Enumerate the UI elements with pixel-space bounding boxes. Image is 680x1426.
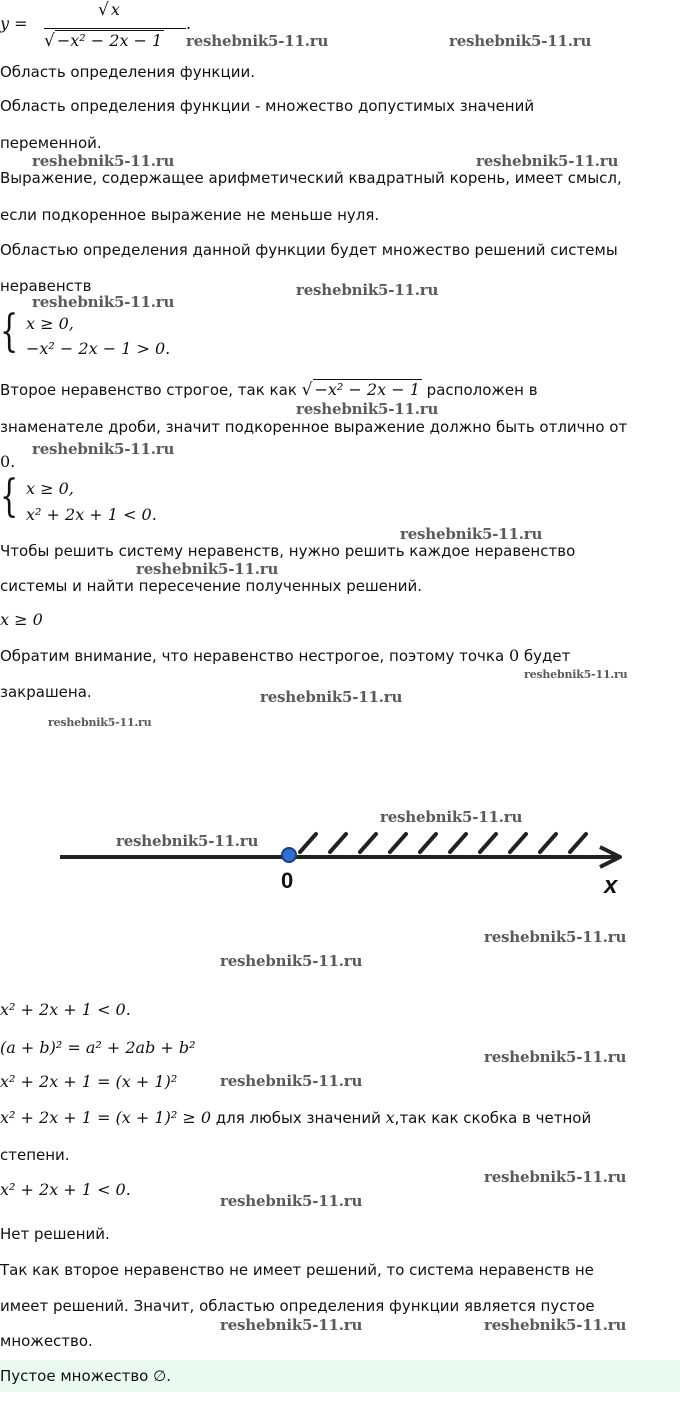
watermark: reshebnik5-11.ru — [32, 440, 175, 458]
system2-line2: x² + 2x + 1 < 0. — [26, 505, 157, 524]
paragraph: Чтобы решить систему неравенств, нужно решить каждое неравенство — [0, 542, 576, 560]
watermark: reshebnik5-11.ru — [220, 1192, 363, 1210]
p5-text-post: расположен в — [426, 381, 538, 399]
answer-text: Пустое множество ∅. — [0, 1367, 171, 1385]
watermark: reshebnik5-11.ru — [32, 152, 175, 170]
paragraph: если подкоренное выражение не меньше нуля. — [0, 206, 380, 224]
p5-root: −x² − 2x − 1 — [314, 380, 420, 399]
m4-var: x — [385, 1108, 395, 1127]
paragraph: 0. — [0, 452, 16, 471]
math-line: x² + 2x + 1 = (x + 1)² — [0, 1072, 178, 1091]
watermark: reshebnik5-11.ru — [48, 716, 152, 729]
number-line — [0, 790, 680, 910]
system2-line1: x ≥ 0, — [26, 479, 74, 498]
fraction-bar — [44, 28, 186, 29]
watermark: reshebnik5-11.ru — [260, 688, 403, 706]
answer-box — [0, 1360, 680, 1392]
closed-point — [282, 848, 296, 862]
p5-text-pre: Второе неравенство строгое, так как — [0, 381, 297, 399]
formula-numerator: √ x — [98, 0, 120, 20]
paragraph: закрашена. — [0, 683, 92, 701]
watermark: reshebnik5-11.ru — [524, 668, 628, 681]
math-line: (a + b)² = a² + 2ab + b² — [0, 1038, 196, 1057]
watermark: reshebnik5-11.ru — [380, 808, 523, 826]
watermark: reshebnik5-11.ru — [476, 152, 619, 170]
paragraph: множество. — [0, 1332, 93, 1350]
paragraph: Область определения функции - множество допустимых значений — [0, 97, 535, 115]
paragraph: степени. — [0, 1146, 70, 1164]
watermark: reshebnik5-11.ru — [296, 400, 439, 418]
formula-denominator: √ −x² − 2x − 1 — [44, 31, 163, 51]
number-line-axis-label: x — [604, 872, 618, 899]
m4-math: x² + 2x + 1 = (x + 1)² ≥ 0 — [0, 1108, 211, 1127]
watermark: reshebnik5-11.ru — [116, 832, 259, 850]
watermark: reshebnik5-11.ru — [484, 1316, 627, 1334]
paragraph: Областью определения данной функции будет множество решений системы — [0, 241, 618, 259]
paragraph: неравенств — [0, 277, 92, 295]
system1-line2: −x² − 2x − 1 > 0. — [26, 339, 171, 358]
formula-lhs: y = — [0, 14, 28, 33]
paragraph — [0, 646, 570, 666]
paragraph: системы и найти пересечение полученных решений. — [0, 577, 422, 595]
p8-text-pre: Обратим внимание, что неравенство нестрогое, поэтому точка — [0, 647, 505, 665]
watermark: reshebnik5-11.ru — [484, 1048, 627, 1066]
m4-text2: ,так как скобка в четной — [394, 1109, 592, 1127]
watermark: reshebnik5-11.ru — [484, 928, 627, 946]
system1-line1: x ≥ 0, — [26, 314, 74, 333]
p8-text-post: будет — [523, 647, 571, 665]
p8-zero: 0 — [508, 646, 520, 665]
watermark: reshebnik5-11.ru — [220, 952, 363, 970]
paragraph: знаменателе дроби, значит подкоренное выражение должно быть отлично от — [0, 418, 628, 436]
watermark: reshebnik5-11.ru — [136, 560, 279, 578]
paragraph: переменной. — [0, 134, 102, 152]
watermark: reshebnik5-11.ru — [400, 525, 543, 543]
watermark: reshebnik5-11.ru — [484, 1168, 627, 1186]
m4-text1: для любых значений — [215, 1109, 381, 1127]
formula-tail: . — [186, 14, 192, 33]
paragraph: Второе неравенство строгое, так как √ −x² − 2x − 1 расположен в — [0, 380, 538, 400]
paragraph: Нет решений. — [0, 1225, 110, 1243]
paragraph — [0, 1108, 591, 1128]
paragraph: Так как второе неравенство не имеет решений, то система неравенств не — [0, 1261, 594, 1279]
watermark: reshebnik5-11.ru — [32, 293, 175, 311]
system-brace: { — [0, 471, 19, 522]
formula-den-text: −x² − 2x − 1 — [56, 31, 163, 50]
inequality: x ≥ 0 — [0, 610, 43, 629]
number-line-point-label: 0 — [281, 868, 294, 893]
watermark: reshebnik5-11.ru — [296, 281, 439, 299]
math-line: x² + 2x + 1 < 0. — [0, 1000, 131, 1019]
math-line: x² + 2x + 1 < 0. — [0, 1180, 131, 1199]
system-brace: { — [0, 306, 19, 357]
formula-num-text: x — [110, 0, 120, 19]
watermark: reshebnik5-11.ru — [449, 32, 592, 50]
paragraph: Область определения функции. — [0, 63, 255, 81]
watermark: reshebnik5-11.ru — [186, 32, 329, 50]
paragraph: имеет решений. Значит, областью определения функции является пустое — [0, 1297, 595, 1315]
watermark: reshebnik5-11.ru — [220, 1316, 363, 1334]
watermark: reshebnik5-11.ru — [220, 1072, 363, 1090]
paragraph: Выражение, содержащее арифметический квадратный корень, имеет смысл, — [0, 169, 622, 187]
